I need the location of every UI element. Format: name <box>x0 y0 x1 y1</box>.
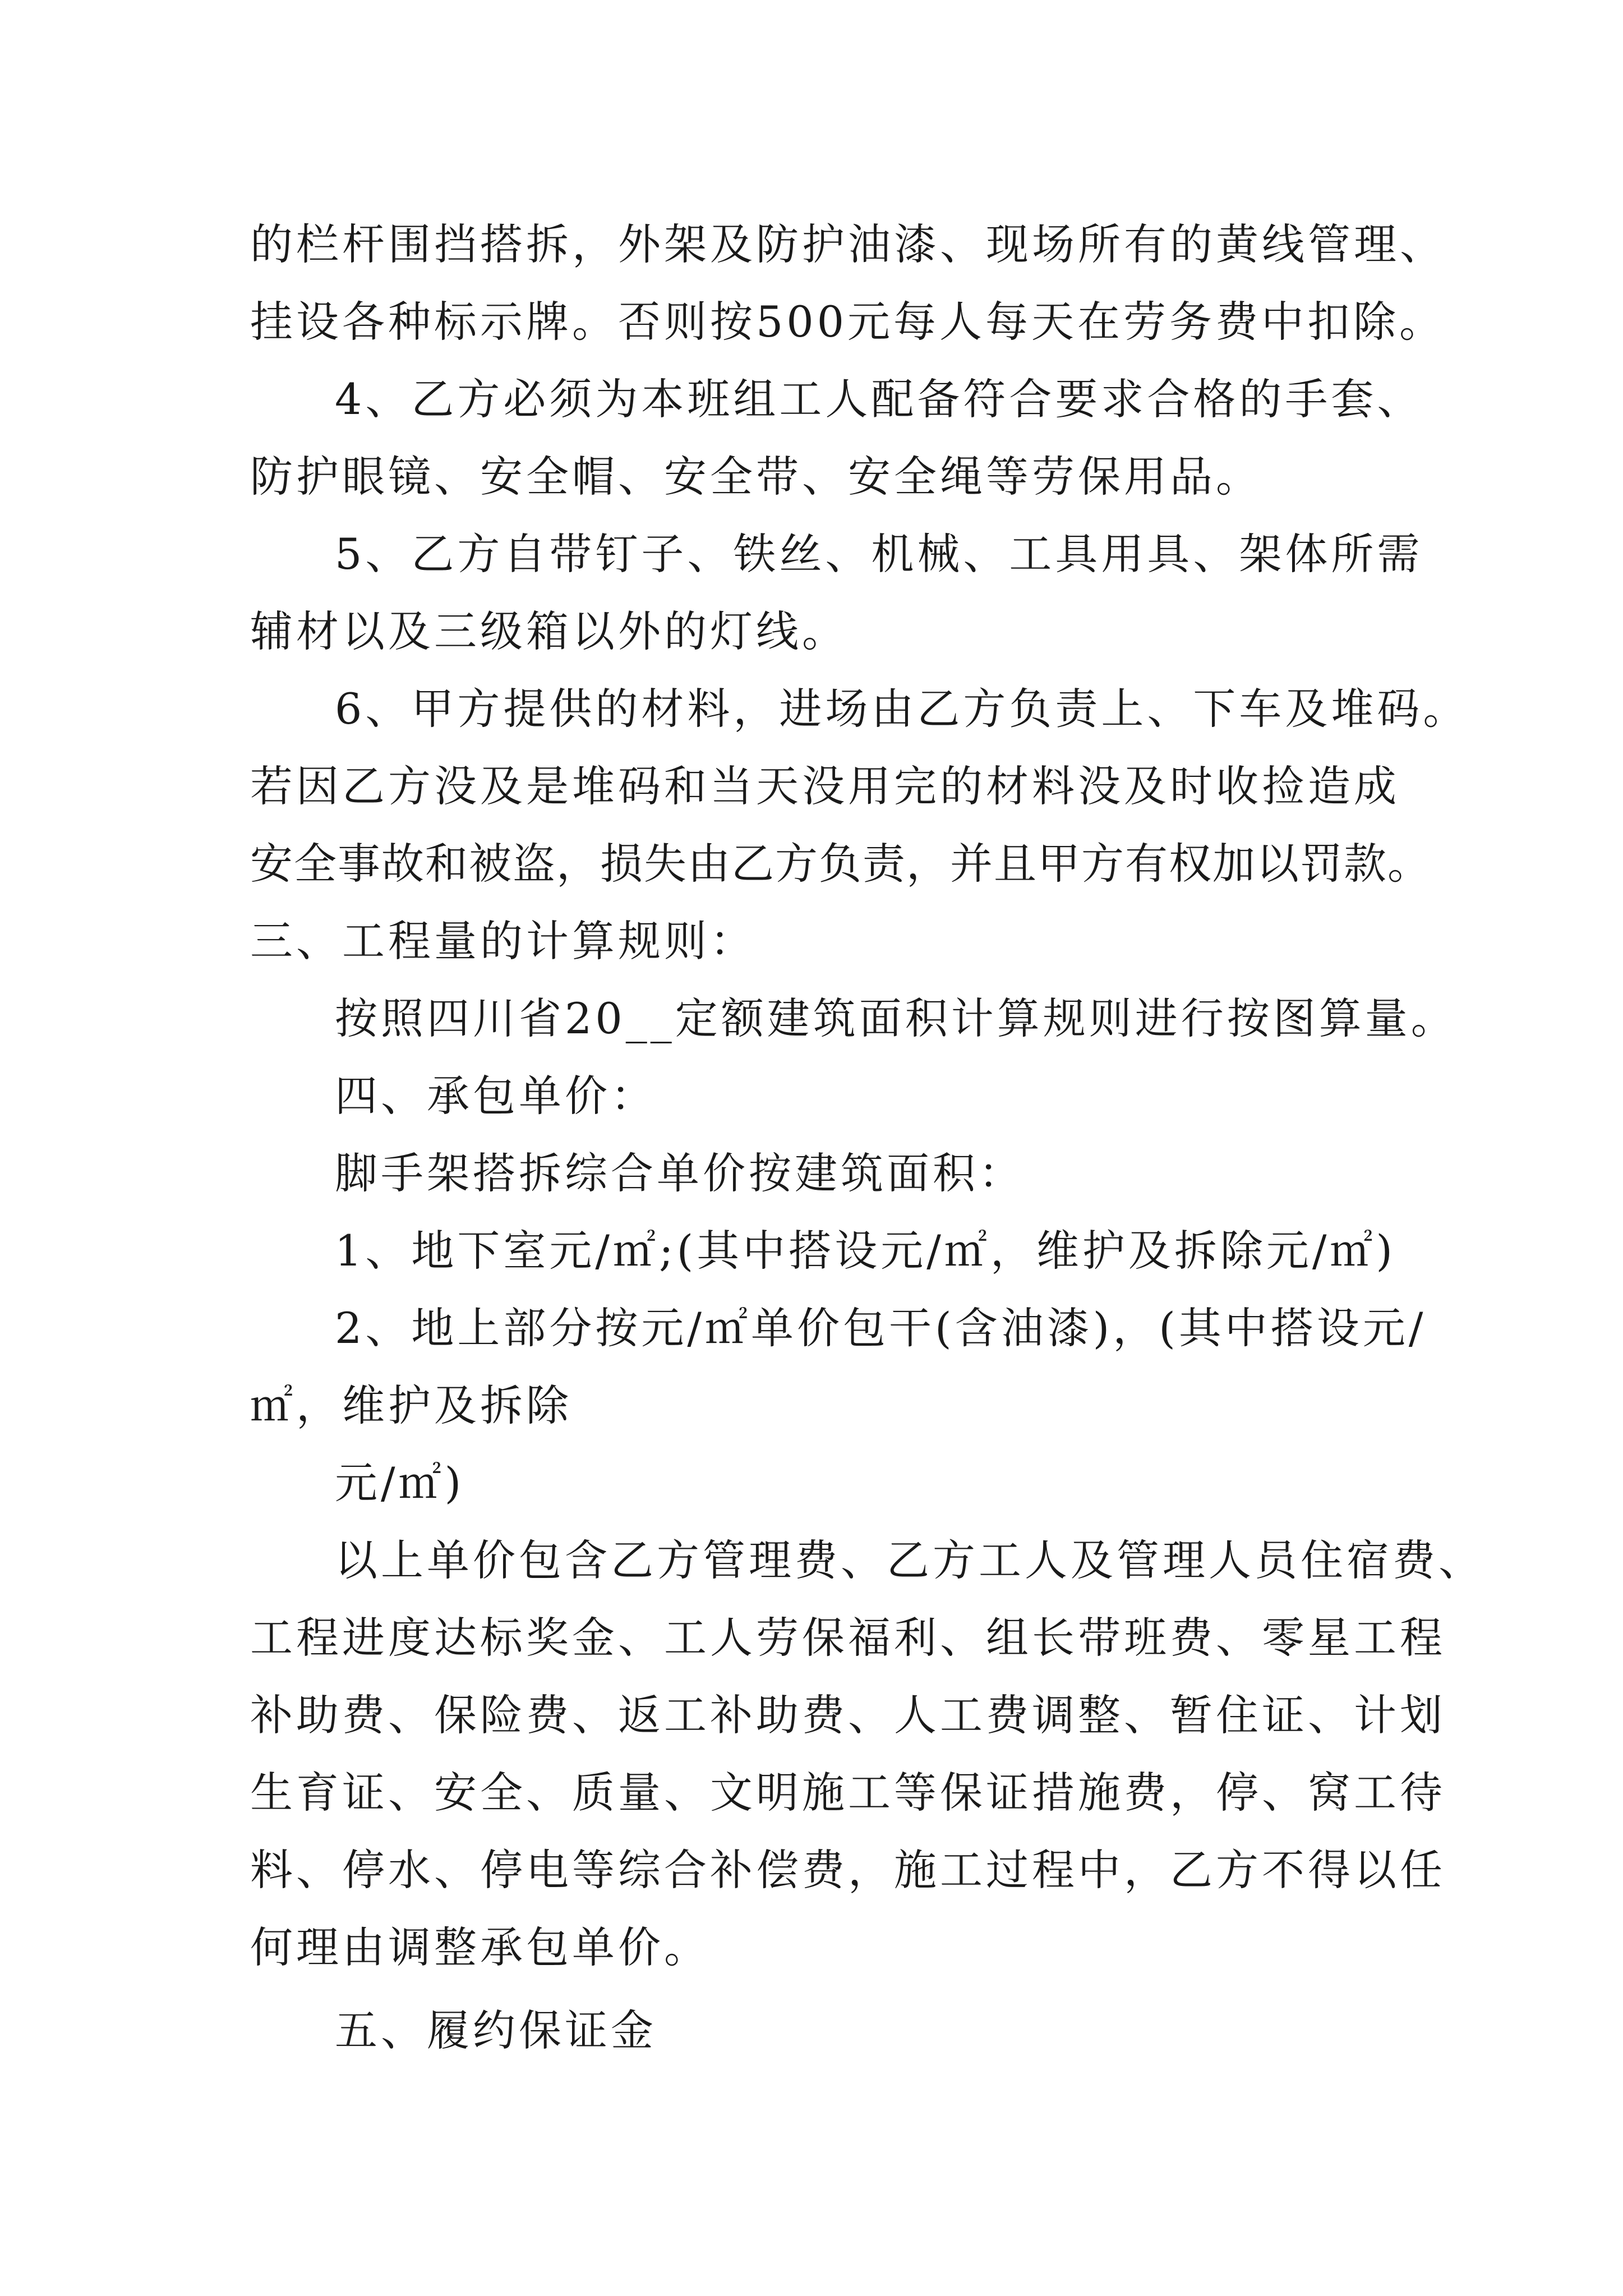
section-heading: 三、工程量的计算规则： <box>250 916 756 966</box>
section-heading: 五、履约保证金 <box>335 2005 657 2055</box>
text-line: 防护眼镜、安全帽、安全带、安全绳等劳保用品。 <box>250 452 1262 501</box>
text-line: 元/㎡) <box>335 1458 465 1508</box>
text-line: ㎡，维护及拆除 <box>250 1381 572 1430</box>
text-line: 2、地上部分按元/㎡单价包干(含油漆)，(其中搭设元/ <box>335 1303 1427 1353</box>
text-line: 脚手架搭拆综合单价按建筑面积： <box>335 1148 1025 1198</box>
text-line: 安全事故和被盗，损失由乙方负责，并且甲方有权加以罚款。 <box>250 839 1431 889</box>
text-line: 挂设各种标示牌。否则按500元每人每天在劳务费中扣除。 <box>250 297 1446 347</box>
text-line: 按照四川省20__定额建筑面积计算规则进行按图算量。 <box>335 993 1457 1043</box>
text-line: 若因乙方没及是堆码和当天没用完的材料没及时收捡造成 <box>250 761 1400 811</box>
text-line: 的栏杆围挡搭拆，外架及防护油漆、现场所有的黄线管理、 <box>250 219 1446 269</box>
text-line: 辅材以及三级箱以外的灯线。 <box>250 606 848 656</box>
text-line: 何理由调整承包单价。 <box>250 1922 710 1972</box>
text-line: 5、乙方自带钉子、铁丝、机械、工具用具、架体所需 <box>335 529 1423 579</box>
text-line: 生育证、安全、质量、文明施工等保证措施费，停、窝工待 <box>250 1768 1446 1818</box>
text-line: 料、停水、停电等综合补偿费，施工过程中，乙方不得以任 <box>250 1845 1446 1895</box>
text-line: 补助费、保险费、返工补助费、人工费调整、暂住证、计划 <box>250 1690 1446 1740</box>
text-line: 6、甲方提供的材料，进场由乙方负责上、下车及堆码。 <box>335 684 1469 734</box>
text-line: 工程进度达标奖金、工人劳保福利、组长带班费、零星工程 <box>250 1613 1446 1663</box>
text-line: 1、地下室元/㎡;(其中搭设元/㎡，维护及拆除元/㎡) <box>335 1226 1396 1276</box>
text-line: 4、乙方必须为本班组工人配备符合要求合格的手套、 <box>335 374 1423 424</box>
section-heading: 四、承包单价： <box>335 1071 657 1121</box>
text-line: 以上单价包含乙方管理费、乙方工人及管理人员住宿费、 <box>335 1535 1484 1585</box>
